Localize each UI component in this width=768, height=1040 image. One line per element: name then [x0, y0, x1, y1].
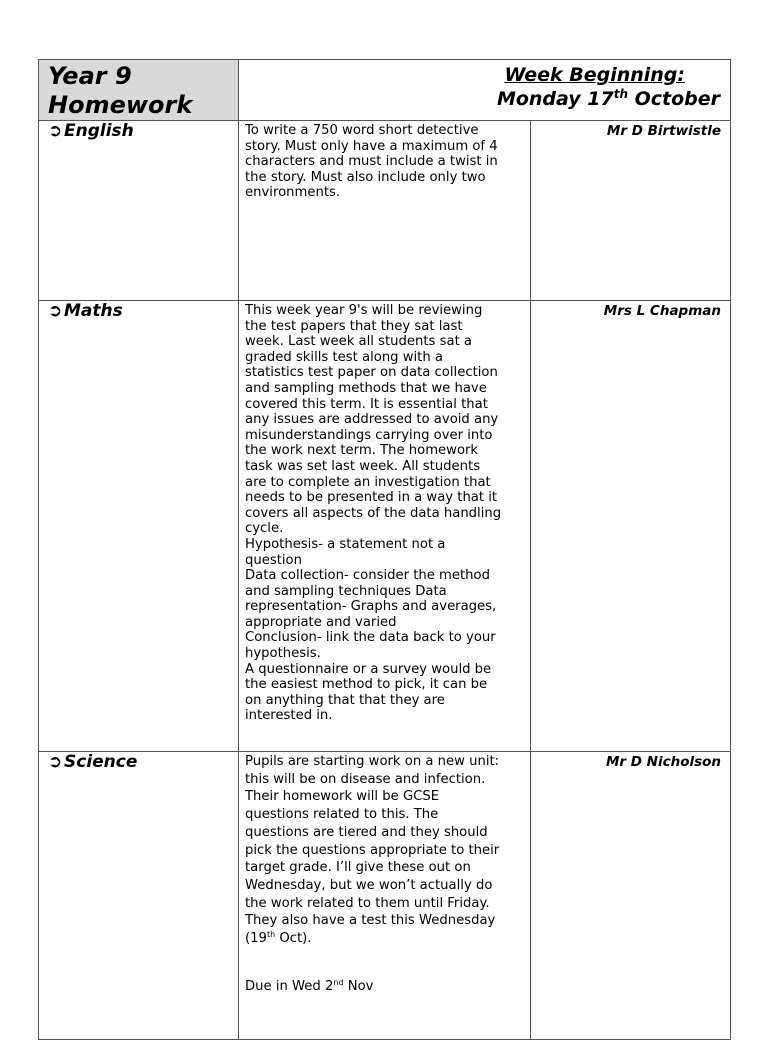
- description-line: this will be on disease and infection.: [245, 771, 486, 787]
- description-line: representation- Graphs and averages,: [245, 599, 497, 615]
- description-line: question: [245, 552, 302, 568]
- description-line: Hypothesis- a statement not a: [245, 536, 446, 552]
- description-line: covers all aspects of the data handling: [245, 505, 502, 521]
- subject-row-english: [39, 121, 731, 301]
- description-line: hypothesis.: [245, 646, 321, 662]
- week-beginning-label: Week Beginning:: [504, 64, 686, 86]
- teacher-name: Mr D Birtwistle: [606, 123, 722, 139]
- description-line: misunderstandings carrying over into: [245, 427, 493, 443]
- description-line: interested in.: [245, 708, 333, 724]
- description-line: questions are tiered and they should: [245, 824, 488, 840]
- week-date: Monday 17th October: [496, 87, 721, 110]
- description-line: and sampling techniques Data: [245, 583, 447, 599]
- arrow-bullet-icon: ➲: [48, 301, 63, 321]
- title-line-2: Homework: [48, 91, 193, 119]
- description-line: task was set last week. All students: [245, 458, 481, 474]
- description-line: week. Last week all students sat a: [245, 334, 473, 350]
- description-line: the easiest method to pick, it can be: [245, 677, 488, 693]
- teacher-cell: [531, 752, 731, 1040]
- title-cell: [39, 60, 239, 121]
- description-cell: [239, 752, 531, 1040]
- title-line-1: Year 9: [48, 62, 132, 90]
- homework-table: [38, 59, 731, 1040]
- description-line: the test papers that they sat last: [245, 318, 463, 334]
- subject-name: ➲ Maths: [48, 301, 123, 321]
- description-line: They also have a test this Wednesday: [245, 913, 496, 929]
- description-line: cycle.: [245, 521, 284, 537]
- description-line: the work related to them until Friday.: [245, 895, 490, 911]
- homework-description: [239, 301, 530, 724]
- subject-cell: [39, 301, 239, 752]
- description-line: Their homework will be GCSE: [245, 789, 440, 805]
- description-line: target grade. I’ll give these out on: [245, 860, 471, 876]
- description-line: statistics test paper on data collection: [245, 365, 498, 381]
- description-line: This week year 9's will be reviewing: [245, 303, 483, 318]
- subject-row-maths: [39, 301, 731, 752]
- subject-cell: [39, 752, 239, 1040]
- homework-description: [239, 752, 530, 995]
- description-line: To write a 750 word short detective: [245, 123, 479, 138]
- description-line: are to complete an investigation that: [245, 474, 491, 490]
- arrow-bullet-icon: ➲: [48, 121, 63, 141]
- homework-description: [239, 121, 530, 201]
- description-line: appropriate and varied: [245, 614, 397, 630]
- description-line: Data collection- consider the method: [245, 568, 490, 584]
- arrow-bullet-icon: ➲: [48, 752, 63, 772]
- description-line: story. Must only have a maximum of 4: [245, 138, 498, 154]
- description-cell: [239, 301, 531, 752]
- due-date-line: Due in Wed 2nd Nov: [245, 977, 374, 994]
- description-line: environments.: [245, 185, 341, 201]
- description-line: Pupils are starting work on a new unit:: [245, 754, 500, 769]
- description-line: graded skills test along with a: [245, 349, 443, 365]
- description-line: and sampling methods that we have: [245, 380, 487, 396]
- description-cell: [239, 121, 531, 301]
- week-cell: [239, 60, 731, 121]
- subject-name: ➲ Science: [48, 752, 138, 772]
- description-line: pick the questions appropriate to their: [245, 842, 500, 858]
- description-line: Wednesday, but we won’t actually do: [245, 877, 493, 893]
- description-line: the work next term. The homework: [245, 443, 479, 459]
- header-row: [39, 60, 731, 121]
- teacher-cell: [531, 301, 731, 752]
- description-line: questions related to this. The: [245, 807, 439, 823]
- subject-row-science: [39, 752, 731, 1040]
- description-line: on anything that that they are: [245, 692, 445, 708]
- description-line: characters and must include a twist in: [245, 154, 498, 170]
- description-line: the story. Must also include only two: [245, 169, 486, 185]
- description-line: Conclusion- link the data back to your: [245, 630, 496, 646]
- teacher-name: Mr D Nicholson: [605, 754, 722, 770]
- description-line: any issues are addressed to avoid any: [245, 412, 499, 428]
- description-line: A questionnaire or a survey would be: [245, 661, 492, 677]
- teacher-cell: [531, 121, 731, 301]
- test-date-line: (19th Oct).: [245, 930, 312, 947]
- page-title: [39, 60, 238, 120]
- teacher-name: Mrs L Chapman: [603, 303, 722, 319]
- description-line: covered this term. It is essential that: [245, 396, 488, 412]
- subject-name: ➲ English: [48, 121, 134, 141]
- subject-cell: [39, 121, 239, 301]
- description-line: needs to be presented in a way that it: [245, 490, 498, 506]
